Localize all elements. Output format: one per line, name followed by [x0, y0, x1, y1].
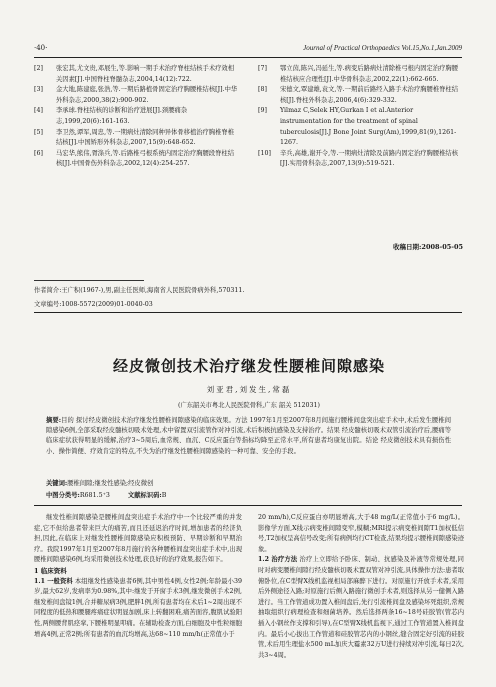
- body-rule: [34, 505, 462, 506]
- body-column-right: [258, 513, 464, 661]
- reference-number: [5]: [34, 128, 43, 136]
- references-right: [258, 64, 464, 170]
- continued-paragraph: 20 mm/h),C反应蛋白亦明显增高,大于48 mg/L(正常值小于6 mg/L)。影像学方面,X线示病变椎间隙变窄,模糊;MRI提示病变椎间隙T1加权低信号,T2加权呈高信号改变;所有病例均行CT检查,结果均提示腰椎间隙感染迹象。: [258, 514, 464, 553]
- reference-number: [3]: [34, 86, 43, 94]
- reference-text: 马宏华,熊伟,胥涤兵,等.后路椎弓根系统内固定治疗胸腰段脊柱结核[J].中国骨伤外科杂志,2002,12(4):254-257.: [56, 149, 235, 168]
- section-heading: 1 临床资料: [34, 566, 67, 575]
- cls-value: R681.5⁺3: [79, 492, 110, 499]
- keywords-text: 腰椎间隙;继发性感染;经皮微创: [67, 480, 154, 487]
- reference-number: [7]: [258, 65, 267, 72]
- references-left: [34, 64, 239, 170]
- received-date: 收稿日期:2008-05-05: [393, 243, 463, 251]
- reference-item: [258, 64, 464, 85]
- reference-text: 辛兵,高雄,谢开令,等.一期病灶清除及前路内固定治疗胸腰椎结核[J].实用骨科杂志,2007,13(9):519-521.: [280, 149, 459, 168]
- reference-item: [258, 106, 464, 148]
- reference-item: [34, 128, 239, 149]
- article-title: 经皮微创技术治疗继发性腰椎间隙感染: [112, 357, 385, 375]
- reference-number: [9]: [258, 107, 267, 115]
- subsection-text: 治疗上立即给予卧床、制动、抗感染及补液等常规处理,同时对病变腰椎间隙行经皮髓核切吸术置双管对冲引流,具体操作方法:患者取俯卧位,在C型臂X线机监视相局部麻醉下进行。对原施行开放手术者,采用后外侧途径入路;对原施行后侧入路施行微创手术者,则选择从另一健侧入路进行。当工作管道成功置入椎间盘后,先行引流椎间盘及感染坏死组织,常规抽取组织行病理检查和细菌培养。然后选择两条16~18号硅胶管(管芯内插入小钢丝作支撑和引导),在C型臂X线机监视下,通过工作管道置入椎间盘内。最后小心拔出工作管道和硅胶管芯内的小钢丝,缝合固定好引流的硅胶管,术后用生理盐水500 mL加庆大霉素32万U进行持续对冲引流,每日2次,共3~4周。: [258, 556, 464, 659]
- reference-text: 宋德文,覃建雄,袁文,等.一期前后路经入路手术治疗胸腰椎脊柱结核[J].脊柱外科杂志,2006,4(6):329-332.: [280, 86, 459, 104]
- reference-text: Yilmaz C,Selek HY,Gurkan I et al.Anterior instrumentation for the treatment of spinal tuberculosis[J].J Bone Joint Surg(Am),1999,81(9),1261-1267.: [280, 107, 457, 147]
- intro-paragraph: 继发性椎间隙感染是腰椎间盘突出症手术治疗中一个比较严重的并发症,它不但给患者带来巨大的痛苦,而且还延迟治疗时间,增加患者的经济负担,因此,在临床上对继发性腰椎间隙感染应积极预防、早期诊断和早期治疗。我院1997年1月至2007年8月施行的各种腰椎间盘突出症手术中,出现腰椎间隙感染6例,均采用微创技术处理,获良好的治疗效果,报告如下。: [34, 514, 242, 564]
- running-header: [34, 44, 462, 56]
- author-affiliation: (广东韶关市粤北人民医院骨科,广东 韶关 512031): [177, 402, 320, 409]
- body-column-left: [34, 513, 242, 640]
- reference-text: 李卫然,谭军,周忠,等.一期病灶清除同种异体骨移植治疗胸椎脊椎结核[J].中国矫形外科杂志,2007,15(9):648-652.: [56, 128, 235, 147]
- keywords: [46, 478, 451, 487]
- reference-item: [34, 85, 239, 106]
- page-number: ·40·: [34, 44, 48, 52]
- classification: [46, 490, 451, 499]
- reference-item: [34, 106, 239, 127]
- reference-number: [6]: [34, 149, 43, 157]
- abstract-label: 摘要:: [46, 417, 62, 424]
- cls-label: 中图分类号:: [46, 492, 80, 499]
- keywords-label: 关键词:: [46, 480, 68, 487]
- reference-item: [258, 149, 464, 170]
- reference-number: [8]: [258, 86, 267, 94]
- abstract: [46, 416, 451, 457]
- author-note: 作者简介:王广积(1967-),男,副主任医师,海南省人民医院骨病外科,570311.: [34, 287, 245, 294]
- reference-text: 金大地,陈建庭,张浩,等.一期后路植骨固定治疗胸腰椎结核[J].中华外科杂志,2000,38(2):900-902.: [56, 86, 238, 104]
- reference-number: [2]: [34, 65, 43, 72]
- reference-text: 张宏其,尤文贵,邓展生,等.影响一期手术治疗脊柱结核手术疗效相关因素[J].中国脊柱脊髓杂志,2004,14(12):722.: [56, 65, 235, 83]
- article-id: 文章编号:1008-5572(2009)01-0040-03: [34, 301, 153, 308]
- code-value: B: [161, 492, 167, 499]
- header-rule: [34, 57, 462, 58]
- reference-text: 李承球.脊柱结核的诊断和治疗进展[J].颈腰痛杂志,1999,20(6):161-163.: [56, 107, 188, 125]
- reference-item: [258, 85, 464, 106]
- reference-number: [10]: [258, 149, 271, 157]
- reference-number: [4]: [34, 107, 43, 115]
- reference-item: [34, 64, 239, 85]
- footnote-rule: [34, 280, 144, 281]
- abstract-text: 目的 探讨经皮微创技术治疗继发性腰椎间隙感染的临床效果。方法 1997年1月至2007年8月间施行腰椎间盘突出症手术中,术后发生腰椎间隙感染6例,全部采取经皮髓核切吸术处理,术中留置双引流管作对冲引流,术后积极抗感染及支持治疗。结果 经皮髓核切吸术双管引流治疗后,腰痛等临床症状获得明显的缓解,治疗3~5周后,血常规、血沉、C反应蛋白等指标均降至正常水平,所有患者均康复出院。结论 经皮微创技术具有损伤性小、操作简便、疗效肯定的特点,不失为治疗继发性腰椎间隙感染的一种可靠、安全的手段。: [46, 417, 451, 455]
- code-label: 文献标识码:: [127, 492, 162, 499]
- reference-item: [34, 149, 239, 170]
- subsection-text: 本组继发性感染患者6例,其中男性4例,女性2例;年龄最小39岁,最大62岁,发病率为0.98%,其中:继发于开窗手术3例,继发微创手术2例,继发椎间盘镜1例,合并糖尿病3例,肥胖1例,所有患者均在术后1~2周出现不同程度的低热和腰腿疼痛症状明显加剧,床上转翻困难,痛苦面容,腹肌试验阳性,两侧腰背肌痉挛,下腰椎明显叩痛。在辅助检查方面,白细胞及中性粒细胞增高4例,正常2例;所有患者的血沉均增高,达68~110 mm/h(正常值小于: [34, 577, 242, 638]
- subsection-heading: 1.2 治疗方法: [258, 556, 298, 564]
- meta-rule: [34, 312, 462, 313]
- subsection-heading: 1.1 一般资料: [34, 577, 73, 585]
- journal-title: Journal of Practical Orthopaedics Vol.15,No.1,Jan.2009: [303, 44, 462, 52]
- reference-text: 鄂立茵,陈兴,冯延生,等.病变后路病灶清除椎弓根内固定治疗胸腰椎结核应合理性[J].中华骨科杂志,2002,22(1):662-665.: [280, 65, 459, 83]
- article-authors: 刘亚君,刘发生,常磊: [206, 385, 292, 394]
